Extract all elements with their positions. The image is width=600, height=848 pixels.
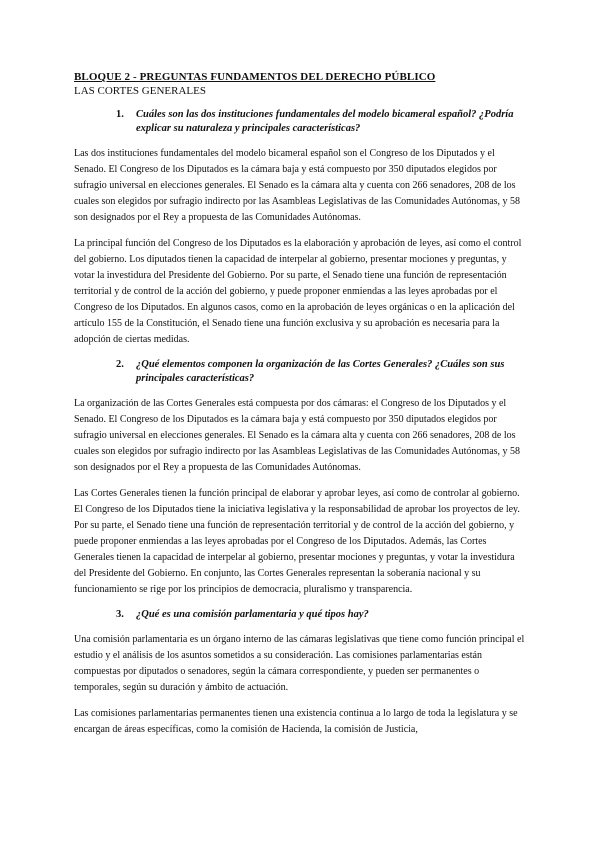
question-text: Cuáles son las dos instituciones fundamentales del modelo bicameral español? ¿Podría explicar su naturaleza y principales características? [136, 109, 514, 134]
paragraph: Las Cortes Generales tienen la función principal de elaborar y aprobar leyes, así como de controlar al gobierno. El Congreso de los Diputados tiene la iniciativa legislativa y la responsabilidad de aprobar los proyectos de ley. Por su parte, el Senado tiene una función de representación territorial y de control de la acción del gobierno, y puede proponer enmiendas a las leyes aprobadas por el Congreso de los Diputados. Además, las Cortes Generales tienen la capacidad de interpelar al gobierno, presentar mociones y preguntas, y votar la investidura del Presidente del Gobierno. En conjunto, las Cortes Generales representan la soberanía nacional y su funcionamiento se rige por los principios de democracia, pluralismo y transparencia. [74, 488, 520, 595]
document-title: BLOQUE 2 - PREGUNTAS FUNDAMENTOS DEL DERECHO PÚBLICO [74, 71, 436, 83]
document-page [74, 70, 526, 748]
question-text: ¿Qué elementos componen la organización de las Cortes Generales? ¿Cuáles son sus principales características? [136, 359, 505, 384]
paragraph: Las dos instituciones fundamentales del modelo bicameral español son el Congreso de los Diputados y el Senado. El Congreso de los Diputados es la cámara baja y está compuesto por 350 diputados elegidos por sufragio universal en elecciones generales. El Senado es la cámara alta y cuenta con 266 senadores, 208 de los cuales son elegidos por sufragio indirecto por las Asambleas Legislativas de las Comunidades Autónomas, y 58 son designados por el Rey a propuesta de las Comunidades Autónomas. [74, 148, 521, 223]
paragraph: La organización de las Cortes Generales está compuesta por dos cámaras: el Congreso de los Diputados y el Senado. El Congreso de los Diputados es la cámara baja y está compuesto por 350 diputados elegidos por sufragio universal en elecciones generales. El Senado es la cámara alta y cuenta con 266 senadores, 208 de los cuales son elegidos por sufragio indirecto por las Asambleas Legislativas de las Comunidades Autónomas, y 58 son designados por el Rey a propuesta de las Comunidades Autónomas. [74, 398, 521, 473]
question-text: ¿Qué es una comisión parlamentaria y qué tipos hay? [136, 609, 369, 620]
section-3 [74, 608, 526, 738]
section-1 [74, 108, 526, 348]
section-2 [74, 358, 526, 598]
question-2 [74, 358, 526, 386]
paragraph: La principal función del Congreso de los Diputados es la elaboración y aprobación de leyes, así como el control del gobierno. Los diputados tienen la capacidad de interpelar al gobierno, presentar mociones y preguntas, y votar la investidura del Presidente del Gobierno. Por su parte, el Senado tiene una función de representación territorial y de control de la acción del gobierno, y puede proponer enmiendas a las leyes aprobadas por el Congreso de los Diputados. En algunos casos, como en la aprobación de leyes orgánicas o en la aplicación del artículo 155 de la Constitución, el Senado tiene una función exclusiva y su aprobación es necesaria para la adopción de ciertas medidas. [74, 238, 522, 345]
document-subtitle: LAS CORTES GENERALES [74, 85, 206, 97]
question-number: 3. [116, 609, 124, 620]
question-number: 1. [116, 109, 124, 120]
question-number: 2. [116, 359, 124, 370]
question-1 [74, 108, 526, 136]
paragraph: Las comisiones parlamentarias permanentes tienen una existencia continua a lo largo de toda la legislatura y se encargan de áreas específicas, como la comisión de Hacienda, la comisión de Justicia, [74, 708, 518, 735]
paragraph: Una comisión parlamentaria es un órgano interno de las cámaras legislativas que tiene como función principal el estudio y el análisis de los asuntos sometidos a su consideración. Las comisiones parlamentarias están compuestas por diputados o senadores, según la cámara correspondiente, y pueden ser permanentes o temporales, según su duración y ámbito de actuación. [74, 634, 525, 693]
question-3 [74, 608, 526, 622]
